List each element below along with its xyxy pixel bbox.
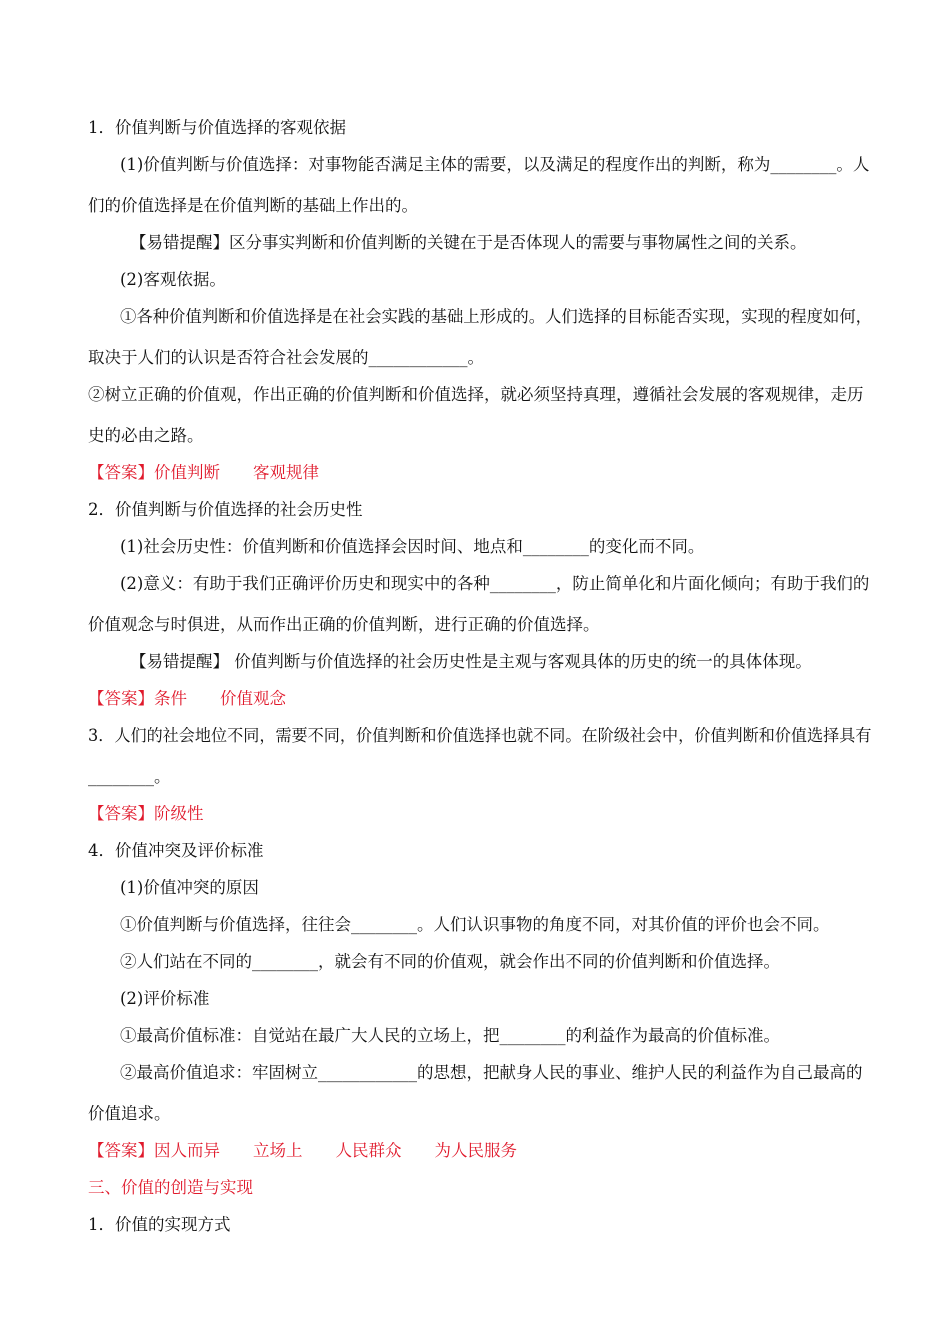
paragraph-line: (2)意义：有助于我们正确评价历史和现实中的各种________，防止简单化和片面化倾向；有助于我们的 [120, 574, 870, 593]
paragraph-line: 取决于人们的认识是否符合社会发展的____________。 [88, 348, 484, 367]
paragraph-line: 们的价值选择是在价值判断的基础上作出的。 [88, 196, 418, 215]
paragraph-line: (1)价值判断与价值选择：对事物能否满足主体的需要，以及满足的程度作出的判断，称为________。人 [120, 155, 870, 174]
paragraph-line: (1)社会历史性：价值判断和价值选择会因时间、地点和________的变化而不同。 [120, 537, 705, 556]
paragraph-line: ②树立正确的价值观，作出正确的价值判断和价值选择，就必须坚持真理，遵循社会发展的客观规律，走历 [88, 385, 864, 404]
paragraph-line: 3．人们的社会地位不同，需要不同，价值判断和价值选择也就不同。在阶级社会中，价值判断和价值选择具有 [88, 726, 872, 745]
paragraph-line: ________。 [88, 767, 171, 786]
paragraph-line: ②人们站在不同的________，就会有不同的价值观，就会作出不同的价值判断和价值选择。 [120, 952, 780, 971]
paragraph-line: ①各种价值判断和价值选择是在社会实践的基础上形成的。人们选择的目标能否实现，实现的程度如何， [120, 307, 873, 326]
paragraph-line: ②最高价值追求：牢固树立____________的思想，把献身人民的事业、维护人民的利益作为自己最高的 [120, 1063, 863, 1082]
answer-line: 【答案】条件 价值观念 [88, 689, 286, 708]
section-4-title: 4．价值冲突及评价标准 [88, 841, 264, 860]
paragraph-line: (2)客观依据。 [120, 270, 226, 289]
error-tip: 【易错提醒】 价值判断与价值选择的社会历史性是主观与客观具体的历史的统一的具体体现。 [130, 652, 812, 671]
answer-line: 【答案】因人而异 立场上 人民群众 为人民服务 [88, 1141, 517, 1160]
paragraph-line: ①最高价值标准：自觉站在最广大人民的立场上，把________的利益作为最高的价值标准。 [120, 1026, 780, 1045]
answer-line: 【答案】价值判断 客观规律 [88, 463, 319, 482]
paragraph-line: (1)价值冲突的原因 [120, 878, 259, 897]
section-2-title: 2．价值判断与价值选择的社会历史性 [88, 500, 363, 519]
answer-line: 【答案】阶级性 [88, 804, 204, 823]
section-heading: 三、价值的创造与实现 [88, 1178, 253, 1197]
error-tip: 【易错提醒】区分事实判断和价值判断的关键在于是否体现人的需要与事物属性之间的关系。 [130, 233, 807, 252]
section-5-title: 1．价值的实现方式 [88, 1215, 231, 1234]
paragraph-line: (2)评价标准 [120, 989, 210, 1008]
paragraph-line: ①价值判断与价值选择，往往会________。人们认识事物的角度不同，对其价值的评价也会不同。 [120, 915, 830, 934]
paragraph-line: 价值追求。 [88, 1104, 171, 1123]
paragraph-line: 史的必由之路。 [88, 426, 204, 445]
section-1-title: 1．价值判断与价值选择的客观依据 [88, 118, 346, 137]
paragraph-line: 价值观念与时俱进，从而作出正确的价值判断，进行正确的价值选择。 [88, 615, 600, 634]
